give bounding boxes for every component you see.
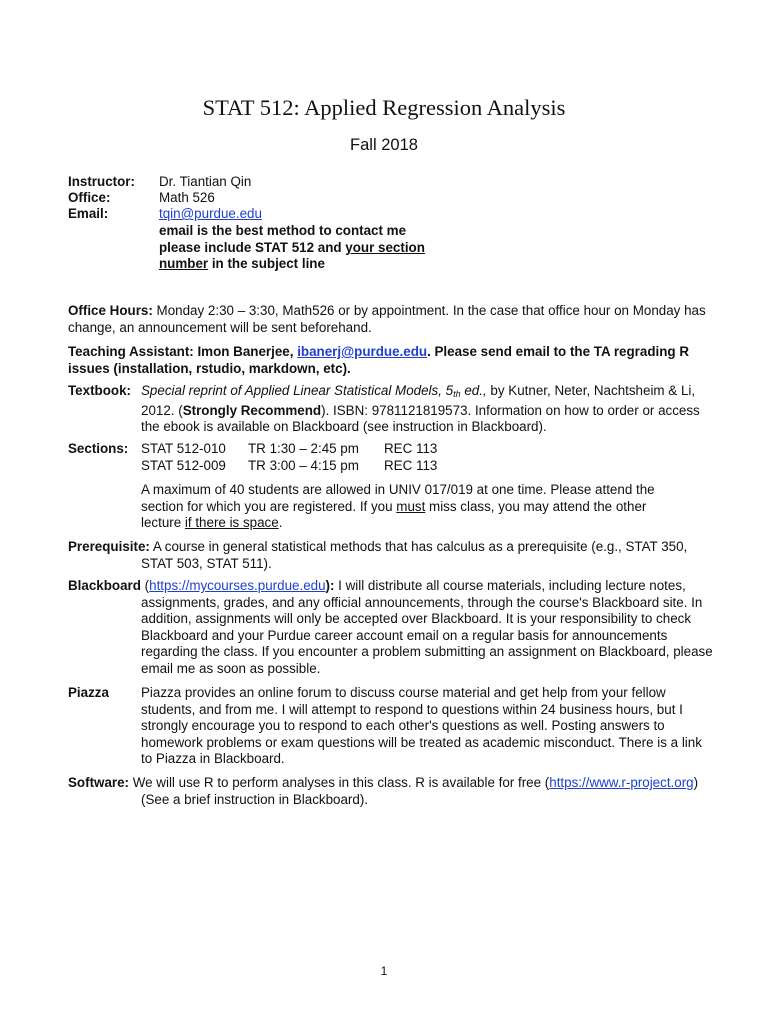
ta-suffix: . Please send email to the TA regrading R issues (installation, rstudio, markdown, etc). bbox=[68, 344, 689, 376]
sections-note-end: . bbox=[278, 515, 283, 530]
page-number: 1 bbox=[380, 964, 388, 978]
section-course: STAT 512-010 bbox=[141, 441, 226, 456]
ta-email-link[interactable]: ibanerj@purdue.edu bbox=[297, 344, 428, 359]
textbook-rest: ). ISBN: 9781121819573. Information on how to order or access the ebook is available on Blackboard (see instruction in Blackboard). bbox=[141, 402, 700, 434]
section-time: TR 3:00 – 4:15 pm bbox=[248, 458, 359, 473]
software-label: Software: bbox=[68, 775, 130, 790]
contact-note-number-underlined: number bbox=[159, 256, 209, 271]
contact-note-line3 bbox=[159, 256, 325, 273]
sections-note-must: must bbox=[396, 498, 426, 514]
piazza-label: Piazza bbox=[68, 685, 109, 700]
blackboard-label: Blackboard bbox=[68, 578, 141, 593]
textbook-title: Special reprint of Applied Linear Statistical Models, 5 bbox=[141, 383, 454, 398]
textbook-edition-sup: th bbox=[453, 389, 461, 399]
email-label: Email: bbox=[68, 206, 109, 221]
ta-paragraph bbox=[68, 344, 718, 377]
section-time: TR 1:30 – 2:45 pm bbox=[248, 441, 359, 456]
prerequisite-label: Prerequisite: bbox=[68, 539, 150, 554]
office-value: Math 526 bbox=[159, 190, 215, 205]
office-label: Office: bbox=[68, 190, 111, 205]
office-hours-text: Monday 2:30 – 3:30, Math526 or by appointment. In the case that office hour on Monday has change, an announcement will be sent beforehand. bbox=[68, 303, 706, 335]
sections-note-text-b: miss class, you may attend the other lecture bbox=[141, 498, 647, 530]
contact-note-line1: email is the best method to contact me bbox=[159, 223, 407, 238]
office-hours-label: Office Hours: bbox=[68, 303, 153, 318]
textbook-edition-tail: ed., bbox=[460, 383, 487, 398]
sections-note-text-a: A maximum of 40 students are allowed in UNIV 017/019 at one time. Please attend the section for which you are registered. If you bbox=[141, 482, 655, 514]
textbook-text bbox=[141, 383, 716, 436]
blackboard-text: I will distribute all course materials, including lecture notes, assignments, grades, and any official announcements, through the course's Blackboard site. In addition, assignments will only be accepted over Blackboard. It is your responsibility to check Blackboard and your Purdue career account email on a regular basis for announcements regarding the class. If you encounter a problem submitting an assignment on Blackboard, please email me as soon as possible. bbox=[141, 578, 713, 676]
term-subtitle: Fall 2018 bbox=[350, 136, 418, 154]
r-project-link[interactable]: https://www.r-project.org bbox=[549, 775, 694, 790]
prerequisite-text: A course in general statistical methods that has calculus as a prerequisite (e.g., STAT 350, STAT 503, STAT 511). bbox=[141, 539, 688, 571]
software-text-b: ) (See a brief instruction in Blackboard). bbox=[141, 775, 699, 807]
section-room: REC 113 bbox=[384, 441, 438, 456]
sections-note bbox=[141, 482, 686, 532]
software-paragraph bbox=[68, 775, 718, 808]
textbook-recommend: Strongly Recommend bbox=[182, 402, 322, 418]
instructor-email-link[interactable]: tqin@purdue.edu bbox=[159, 206, 262, 221]
section-room: REC 113 bbox=[384, 458, 438, 473]
ta-prefix: Teaching Assistant: Imon Banerjee, bbox=[68, 344, 298, 359]
blackboard-open-paren: ( bbox=[140, 578, 150, 593]
textbook-label: Textbook: bbox=[68, 383, 131, 398]
contact-note-line2 bbox=[159, 240, 425, 257]
textbook-authors: by Kutner, Neter, Nachtsheim & Li, 2012. ( bbox=[141, 383, 696, 418]
sections-label: Sections: bbox=[68, 441, 129, 456]
prerequisite-paragraph bbox=[68, 539, 718, 572]
contact-note-section-underlined: your section bbox=[345, 240, 425, 255]
instructor-value: Dr. Tiantian Qin bbox=[159, 174, 252, 189]
software-text-a: We will use R to perform analyses in this class. R is available for free ( bbox=[129, 775, 550, 790]
contact-note-line3-text: in the subject line bbox=[208, 256, 325, 271]
sections-note-space: if there is space bbox=[184, 515, 279, 530]
contact-note-line2-text: please include STAT 512 and bbox=[159, 240, 346, 255]
piazza-text: Piazza provides an online forum to discuss course material and get help from your fellow students, and from me. I will attempt to respond to questions within 24 business hours, but I strongly encourage you to respond to each other's questions as well. Posting answers to homework problems or exam questions will be treated as academic misconduct. There is a link to Piazza in Blackboard. bbox=[141, 685, 702, 766]
section-course: STAT 512-009 bbox=[141, 458, 226, 473]
instructor-label: Instructor: bbox=[68, 174, 135, 189]
office-hours-paragraph bbox=[68, 303, 718, 336]
blackboard-paragraph bbox=[68, 578, 718, 677]
blackboard-close-paren: ): bbox=[325, 578, 335, 593]
page-title: STAT 512: Applied Regression Analysis bbox=[202, 95, 566, 120]
blackboard-url-link[interactable]: https://mycourses.purdue.edu bbox=[149, 578, 326, 593]
